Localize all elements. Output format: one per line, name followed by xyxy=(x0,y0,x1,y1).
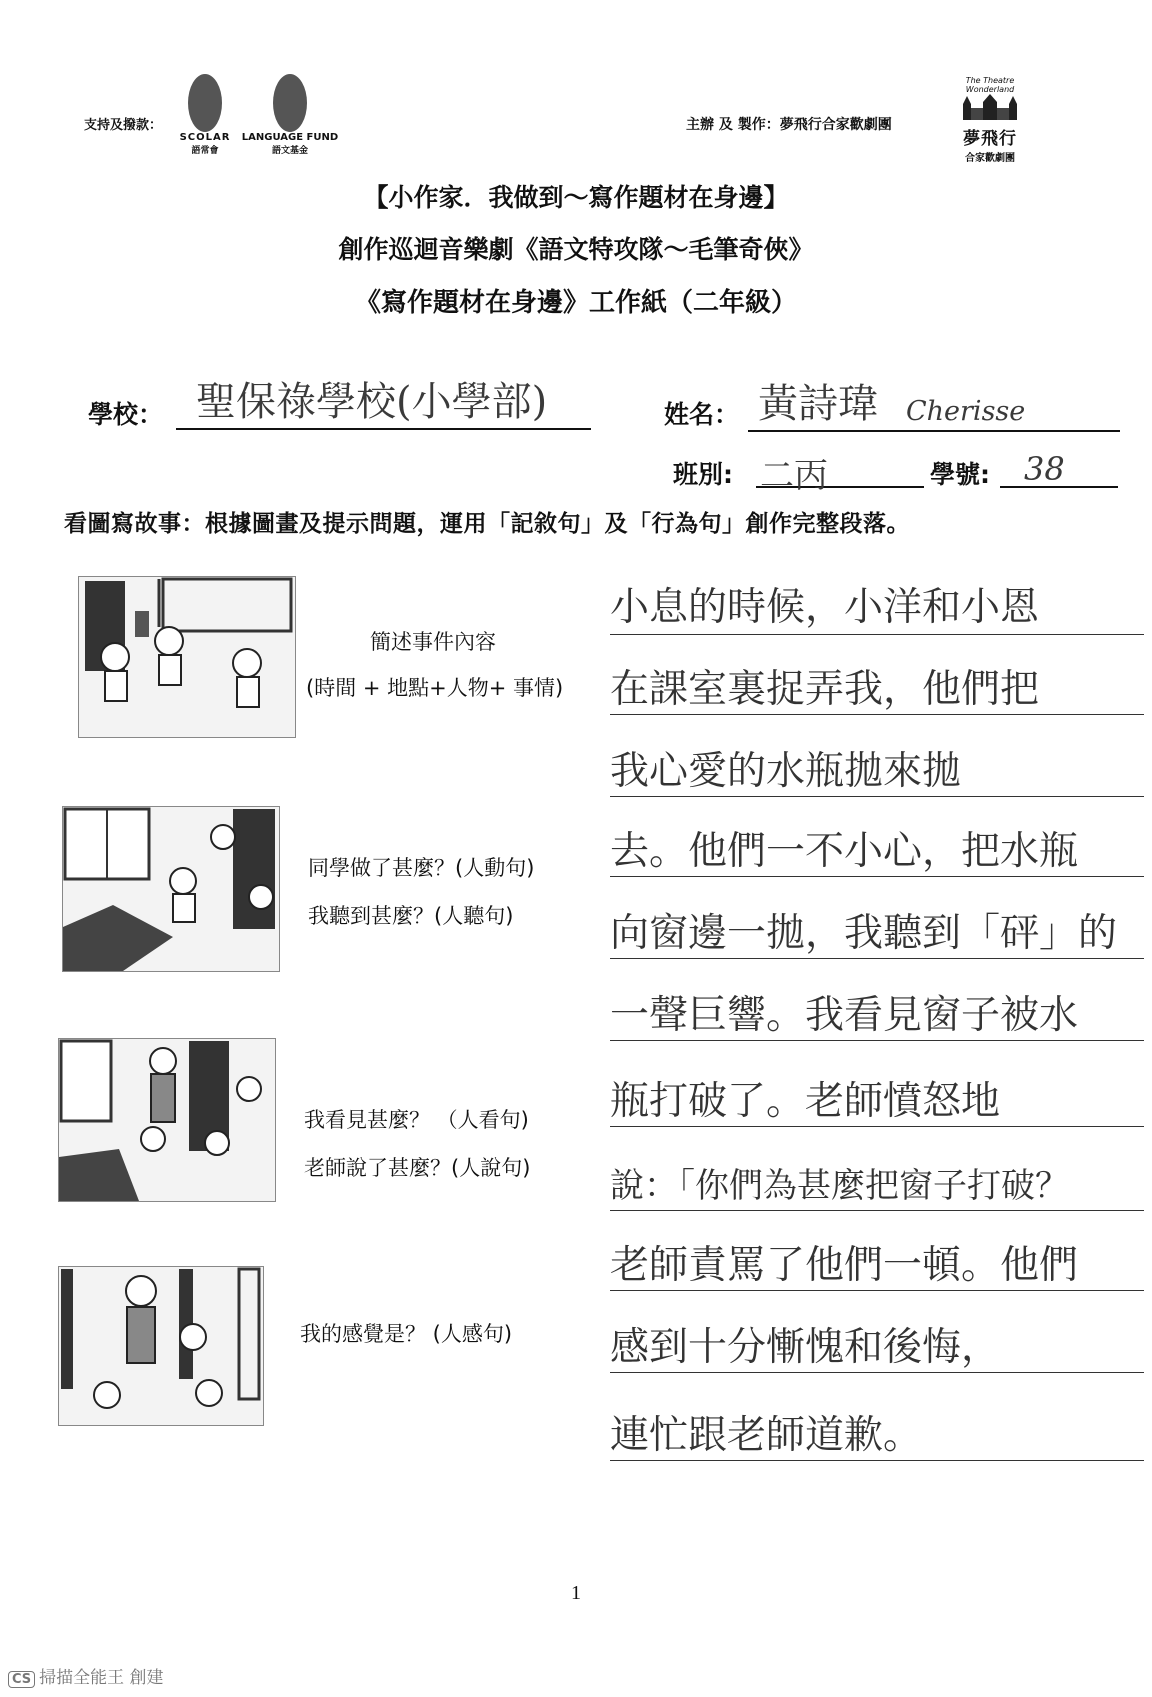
scolar-logo-en: SCOLAR xyxy=(179,132,231,143)
prompt-1-line-1: 簡述事件內容 xyxy=(370,630,496,654)
story-line[interactable]: 連忙跟老師道歉。 xyxy=(610,1413,923,1458)
worksheet-title: 《寫作題材在身邊》工作紙（二年級） xyxy=(354,288,797,318)
story-line[interactable]: 在課室裏捉弄我，他們把 xyxy=(610,667,1040,712)
school-value[interactable]: 聖保祿學校(小學部) xyxy=(196,379,548,425)
writing-line xyxy=(610,1372,1144,1373)
story-line[interactable]: 一聲巨響。我看見窗子被水 xyxy=(610,993,1079,1038)
name-label: 姓名： xyxy=(664,400,740,429)
story-line[interactable]: 小息的時候，小洋和小恩 xyxy=(610,585,1040,630)
writing-line xyxy=(610,1210,1144,1211)
worksheet-series-title: 【小作家．我做到～寫作題材在身邊】 xyxy=(363,183,789,212)
language-fund-seal-icon xyxy=(273,74,307,132)
writing-line xyxy=(610,1460,1144,1461)
scanner-watermark xyxy=(8,1663,164,1688)
prompt-2-line-1: 同學做了甚麼？(人動句) xyxy=(308,856,535,880)
picture-4 xyxy=(58,1266,264,1426)
prompt-3-line-2: 老師說了甚麼？(人說句) xyxy=(304,1156,531,1180)
school-line xyxy=(176,428,591,430)
story-line[interactable]: 說：「你們為甚麼把窗子打破？ xyxy=(610,1166,1069,1206)
writing-line xyxy=(610,958,1144,959)
name-en-value[interactable]: Cherisse xyxy=(906,396,1026,427)
class-label: 班別: xyxy=(673,460,733,489)
number-value[interactable]: 38 xyxy=(1024,450,1065,488)
school-label: 學校： xyxy=(88,400,164,429)
story-line[interactable]: 感到十分慚愧和後悔， xyxy=(610,1325,1001,1370)
story-line[interactable]: 瓶打破了。老師憤怒地 xyxy=(610,1079,1001,1124)
prompt-1-line-2: (時間 + 地點+人物+ 事情) xyxy=(306,676,564,700)
writing-line xyxy=(610,1040,1144,1041)
scolar-seal-icon xyxy=(188,74,222,132)
language-fund-logo xyxy=(240,74,340,156)
troupe-logo-sub: 合家歡劇團 xyxy=(965,153,1015,164)
watermark-text: 掃描全能王 創建 xyxy=(39,1668,164,1688)
troupe-logo-zh: 夢飛行 xyxy=(963,129,1017,149)
writing-line xyxy=(610,1126,1144,1127)
prompt-3-line-1: 我看見甚麼？ （人看句) xyxy=(304,1108,529,1132)
sponsor-label: 支持及撥款： xyxy=(84,118,163,133)
number-label: 學號: xyxy=(930,460,990,489)
musical-title: 創作巡迴音樂劇《語文特攻隊～毛筆奇俠》 xyxy=(338,235,814,264)
name-line xyxy=(748,430,1120,432)
troupe-logo xyxy=(950,76,1030,164)
story-line[interactable]: 去。他們一不小心，把水瓶 xyxy=(610,829,1079,874)
picture-2 xyxy=(62,806,280,972)
writing-line xyxy=(610,796,1144,797)
organiser-label: 主辦 及 製作：夢飛行合家歡劇團 xyxy=(686,117,892,133)
picture-3 xyxy=(58,1038,276,1202)
language-fund-logo-zh: 語文基金 xyxy=(271,146,308,156)
prompt-2-line-2: 我聽到甚麼？(人聽句) xyxy=(308,904,514,928)
story-line[interactable]: 我心愛的水瓶拋來拋 xyxy=(610,749,962,794)
writing-line xyxy=(610,1290,1144,1291)
scolar-logo-zh: 語常會 xyxy=(191,146,219,156)
castle-icon xyxy=(955,94,1025,120)
story-line[interactable]: 向窗邊一拋，我聽到「砰」的 xyxy=(610,911,1118,956)
class-value[interactable]: 二丙 xyxy=(760,456,828,496)
scolar-logo xyxy=(170,74,240,156)
page-number: 1 xyxy=(571,1582,581,1604)
picture-1 xyxy=(78,576,296,738)
instructions: 看圖寫故事：根據圖畫及提示問題，運用「記敘句」及「行為句」創作完整段落。 xyxy=(64,511,910,537)
writing-line xyxy=(610,876,1144,877)
language-fund-logo-en: LANGUAGE FUND xyxy=(241,132,339,143)
story-line[interactable]: 老師責罵了他們一頓。他們 xyxy=(610,1243,1079,1288)
name-value[interactable]: 黃詩瑋 xyxy=(758,381,878,427)
troupe-logo-en: The Theatre Wonderland xyxy=(965,76,1015,94)
prompt-4-line-1: 我的感覺是？ (人感句) xyxy=(300,1322,513,1346)
writing-line xyxy=(610,634,1144,635)
camscanner-icon: CS xyxy=(8,1671,35,1688)
writing-line xyxy=(610,714,1144,715)
